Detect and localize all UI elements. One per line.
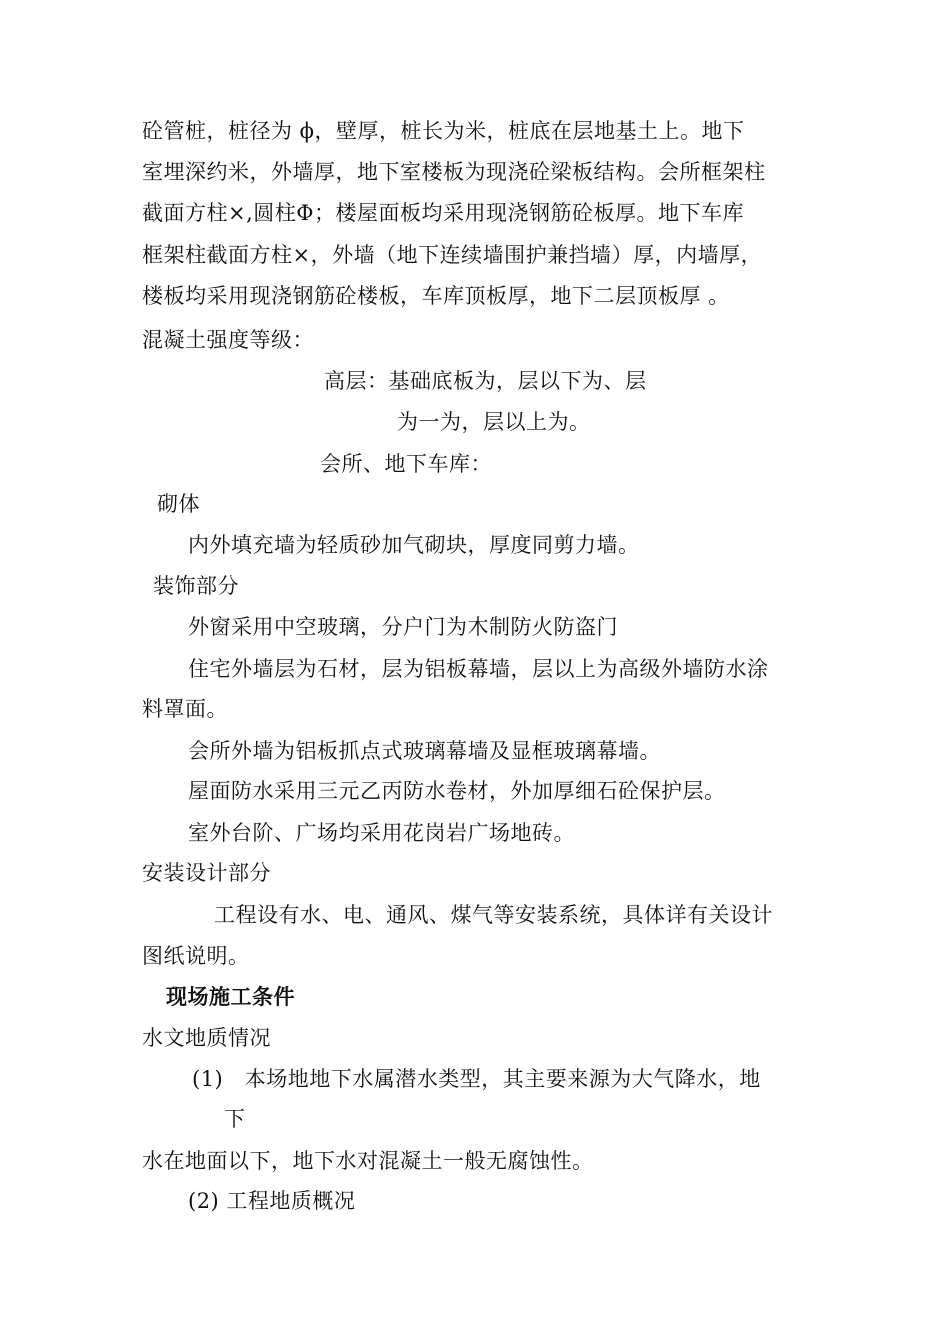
- text-line: 会所外墙为铝板抓点式玻璃幕墙及显框玻璃幕墙。: [188, 739, 661, 763]
- text-line: 高层：基础底板为，层以下为、层: [324, 369, 647, 393]
- section-title: 现场施工条件: [166, 984, 295, 1009]
- text-line: 楼板均采用现浇钢筋砼楼板，车库顶板厚，地下二层顶板厚 。: [142, 284, 730, 308]
- text-line: (1) 本场地地下水属潜水类型，其主要来源为大气降水，地: [192, 1067, 761, 1091]
- text-line: 截面方柱×,圆柱Φ；楼屋面板均采用现浇钢筋砼板厚。地下车库: [142, 201, 744, 225]
- section-heading: 水文地质情况: [142, 1026, 271, 1050]
- text-line: 室埋深约米，外墙厚，地下室楼板为现浇砼梁板结构。会所框架柱: [142, 160, 766, 184]
- text-line: 料罩面。: [142, 697, 228, 721]
- section-heading: 砌体: [157, 492, 200, 516]
- text-line: 工程设有水、电、通风、煤气等安装系统，具体详有关设计: [214, 903, 773, 927]
- section-heading: 装饰部分: [153, 574, 239, 598]
- text-line: 住宅外墙层为石材，层为铝板幕墙，层以上为高级外墙防水涂: [188, 657, 769, 681]
- text-line: 框架柱截面方柱×，外墙（地下连续墙围护兼挡墙）厚，内墙厚，: [142, 243, 763, 267]
- text-line: 水在地面以下，地下水对混凝土一般无腐蚀性。: [142, 1149, 594, 1173]
- text-line: 会所、地下车库：: [320, 452, 492, 476]
- text-line: 混凝土强度等级：: [142, 328, 314, 352]
- text-line: 室外台阶、广场均采用花岗岩广场地砖。: [188, 821, 575, 845]
- section-heading: (2) 工程地质概况: [188, 1189, 356, 1213]
- text-line: 砼管桩，桩径为 ϕ，壁厚，桩长为米，桩底在层地基土上。地下: [142, 119, 745, 143]
- text-line: 图纸说明。: [142, 944, 250, 968]
- text-line: 为一为，层以上为。: [397, 410, 591, 434]
- text-line: 内外填充墙为轻质砂加气砌块，厚度同剪力墙。: [188, 533, 640, 557]
- text-line: 屋面防水采用三元乙丙防水卷材，外加厚细石砼保护层。: [188, 779, 726, 803]
- section-heading: 安装设计部分: [142, 861, 271, 885]
- text-line: 外窗采用中空玻璃，分户门为木制防火防盗门: [188, 615, 618, 639]
- text-line: 下: [224, 1107, 246, 1131]
